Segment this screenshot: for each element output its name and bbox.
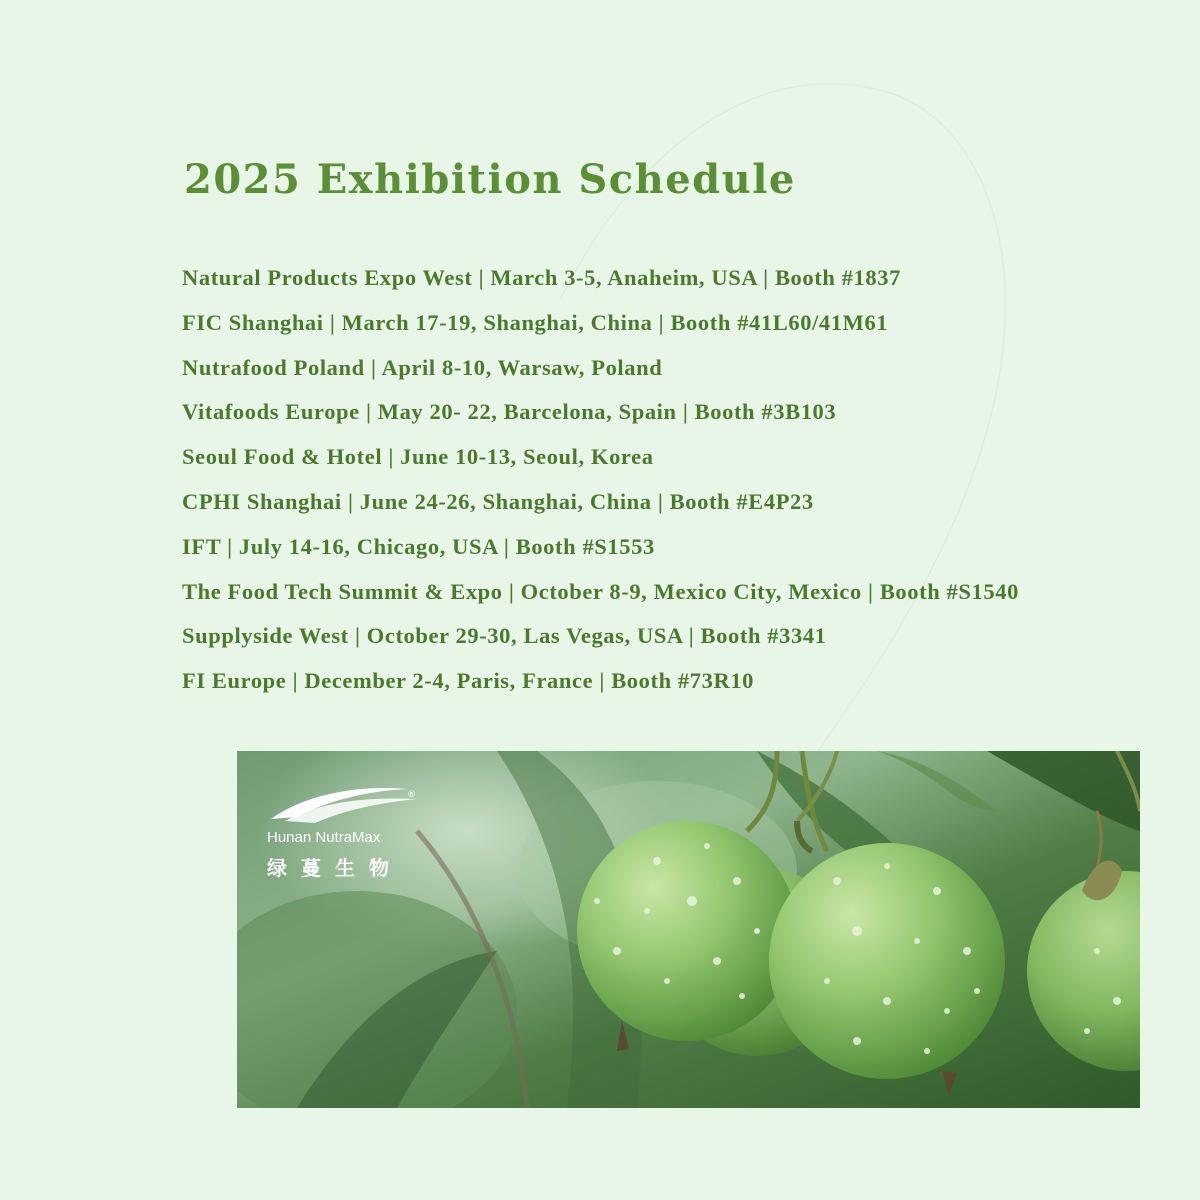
registered-mark: ® bbox=[407, 790, 416, 800]
brand-name-zh: 绿蔓生物 bbox=[267, 856, 403, 880]
schedule-item: Natural Products Expo West | March 3-5, Anaheim, USA | Booth #1837 bbox=[182, 265, 901, 290]
page-title: 2025 Exhibition Schedule bbox=[184, 156, 796, 203]
brand-name-en: Hunan NutraMax bbox=[267, 829, 381, 846]
monk-fruit-photo bbox=[237, 751, 1140, 1108]
schedule-item: FI Europe | December 2-4, Paris, France | Booth #73R10 bbox=[182, 668, 755, 694]
schedule-item: Supplyside West | October 29-30, Las Vegas, USA | Booth #3341 bbox=[182, 623, 827, 649]
schedule-item: FIC Shanghai | March 17-19, Shanghai, China | Booth #41L60/41M61 bbox=[182, 309, 889, 335]
schedule-item: IFT | July 14-16, Chicago, USA | Booth #S1553 bbox=[182, 533, 655, 559]
schedule-item: Nutrafood Poland | April 8-10, Warsaw, Poland bbox=[182, 354, 663, 380]
schedule-item: CPHI Shanghai | June 24-26, Shanghai, China | Booth #E4P23 bbox=[182, 488, 814, 514]
schedule-item: Vitafoods Europe | May 20- 22, Barcelona, Spain | Booth #3B103 bbox=[182, 399, 837, 425]
schedule-item: Seoul Food & Hotel | June 10-13, Seoul, Korea bbox=[182, 444, 654, 470]
leaf-swoosh-icon bbox=[267, 785, 417, 825]
schedule-item: The Food Tech Summit & Expo | October 8-9, Mexico City, Mexico | Booth #S1540 bbox=[182, 578, 1019, 604]
brand-logo bbox=[267, 785, 417, 881]
exhibition-schedule-list bbox=[182, 263, 1019, 711]
